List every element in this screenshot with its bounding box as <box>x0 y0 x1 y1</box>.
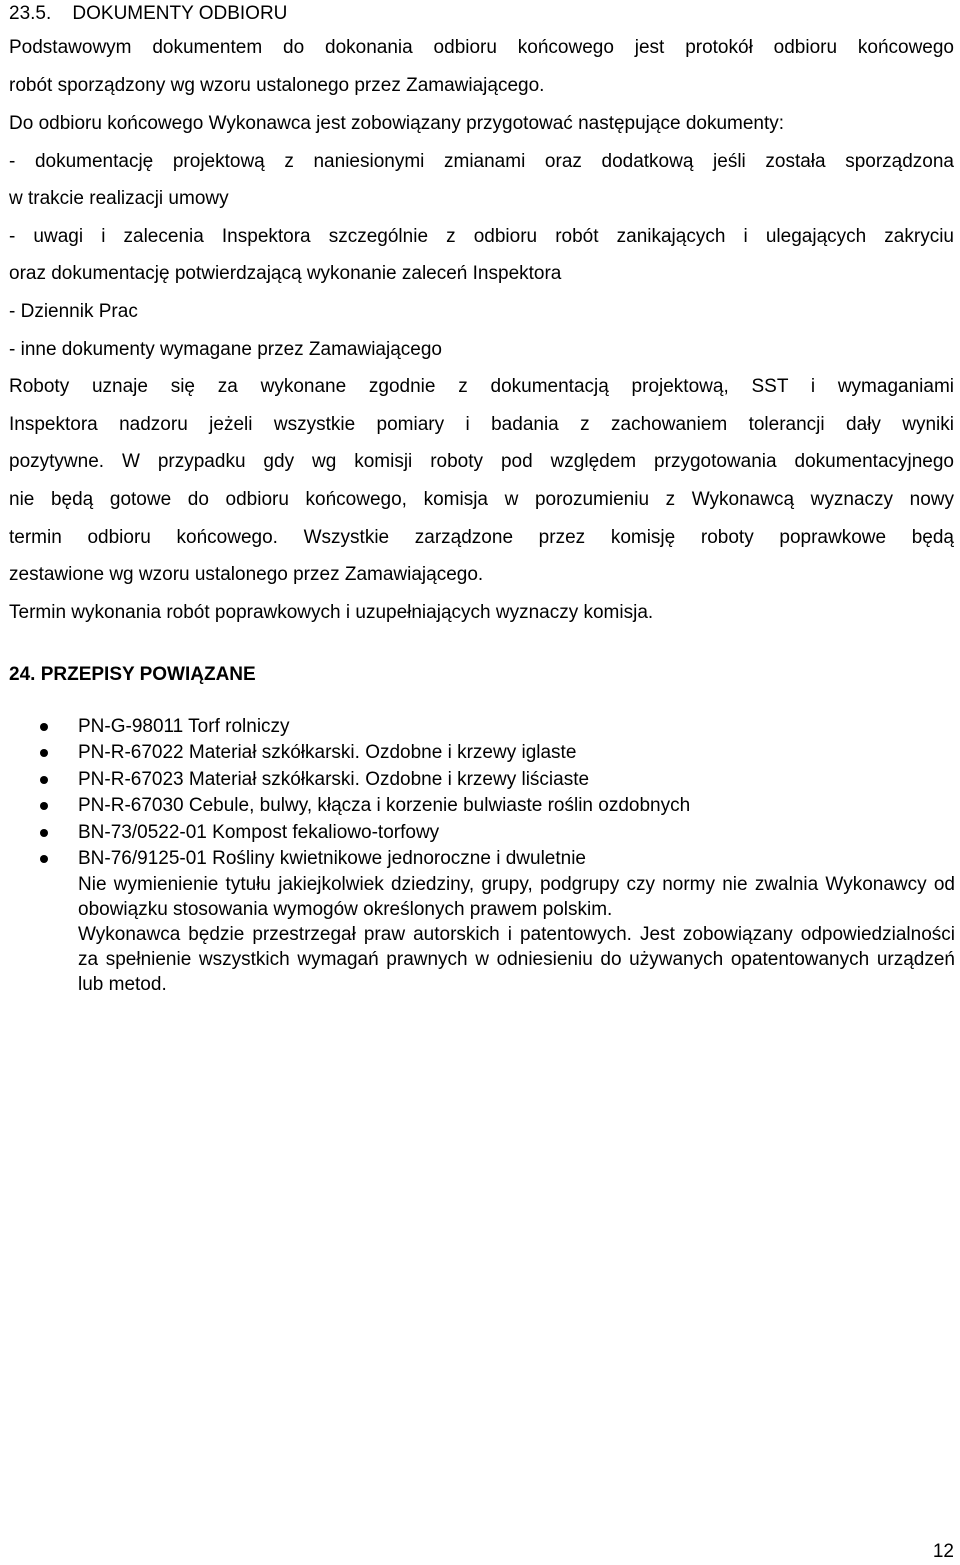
paragraph-line: Do odbioru końcowego Wykonawca jest zobowiązany przygotować następujące dokumenty: <box>9 113 785 134</box>
list-item-text: BN-76/9125-01 Rośliny kwietnikowe jednoroczne i dwuletnie <box>78 847 586 869</box>
list-item <box>9 846 690 872</box>
list-item <box>9 820 690 846</box>
list-line: - Dziennik Prac <box>9 301 138 322</box>
list-item <box>9 767 690 793</box>
note-paragraph: Nie wymienienie tytułu jakiejkolwiek dziedziny, grupy, podgrupy czy normy nie zwalnia Wykonawcy od obowiązku stosowania wymogów określonych prawem polskim. <box>78 874 955 920</box>
list-item-text: PN-R-67030 Cebule, bulwy, kłącza i korzenie bulwiaste roślin ozdobnych <box>78 795 691 817</box>
paragraph-line: Inspektora nadzoru jeżeli wszystkie pomiary i badania z zachowaniem tolerancji dały wyniki <box>9 414 954 435</box>
bullet-icon <box>40 723 48 731</box>
list-item-text: PN-R-67023 Materiał szkółkarski. Ozdobne i krzewy liściaste <box>78 768 590 790</box>
section-number: 23.5. <box>9 3 52 24</box>
bullet-icon <box>40 776 48 784</box>
list-line: - dokumentację projektową z naniesionymi zmianami oraz dodatkową jeśli została sporządzona <box>9 151 954 172</box>
bullet-icon <box>40 829 48 837</box>
note-paragraph: Wykonawca będzie przestrzegał praw autorskich i patentowych. Jest zobowiązany odpowiedzialności za spełnienie wszystkich wymagań prawnych w odniesieniu do używanych opatentowanych urządzeń lub metod. <box>78 924 955 995</box>
regulations-list <box>9 714 690 872</box>
section-heading-23-5 <box>9 3 287 25</box>
list-item-text: BN-73/0522-01 Kompost fekaliowo-torfowy <box>78 821 440 843</box>
list-item-text: PN-G-98011 Torf rolniczy <box>78 716 290 737</box>
section-heading-24: 24. PRZEPISY POWIĄZANE <box>9 664 256 685</box>
page-number: 12 <box>932 1541 954 1562</box>
list-item <box>9 793 690 819</box>
bullet-icon <box>40 802 48 810</box>
list-line: w trakcie realizacji umowy <box>9 188 229 209</box>
paragraph-line: zestawione wg wzoru ustalonego przez Zamawiającego. <box>9 564 484 585</box>
list-line: - inne dokumenty wymagane przez Zamawiającego <box>9 339 442 360</box>
paragraph-line: nie będą gotowe do odbioru końcowego, komisja w porozumieniu z Wykonawcą wyznaczy nowy <box>9 489 954 510</box>
list-item-text: PN-R-67022 Materiał szkółkarski. Ozdobne i krzewy iglaste <box>78 742 577 764</box>
paragraph-line: Podstawowym dokumentem do dokonania odbioru końcowego jest protokół odbioru końcowego <box>9 37 954 58</box>
list-item <box>9 740 690 766</box>
list-item <box>9 714 690 740</box>
list-line: oraz dokumentację potwierdzającą wykonanie zaleceń Inspektora <box>9 263 562 284</box>
list-line: - uwagi i zalecenia Inspektora szczególnie z odbioru robót zanikających i ulegających zakryciu <box>9 226 954 247</box>
paragraph-line: pozytywne. W przypadku gdy wg komisji roboty pod względem przygotowania dokumentacyjnego <box>9 451 954 472</box>
paragraph-line: robót sporządzony wg wzoru ustalonego przez Zamawiającego. <box>9 75 545 96</box>
paragraph-line: Termin wykonania robót poprawkowych i uzupełniających wyznaczy komisja. <box>9 602 654 623</box>
paragraph-line: termin odbioru końcowego. Wszystkie zarządzone przez komisję roboty poprawkowe będą <box>9 527 954 548</box>
bullet-icon <box>40 749 48 757</box>
bullet-icon <box>40 855 48 863</box>
paragraph-line: Roboty uznaje się za wykonane zgodnie z dokumentacją projektową, SST i wymaganiami <box>9 376 954 397</box>
section-title: DOKUMENTY ODBIORU <box>72 3 288 24</box>
